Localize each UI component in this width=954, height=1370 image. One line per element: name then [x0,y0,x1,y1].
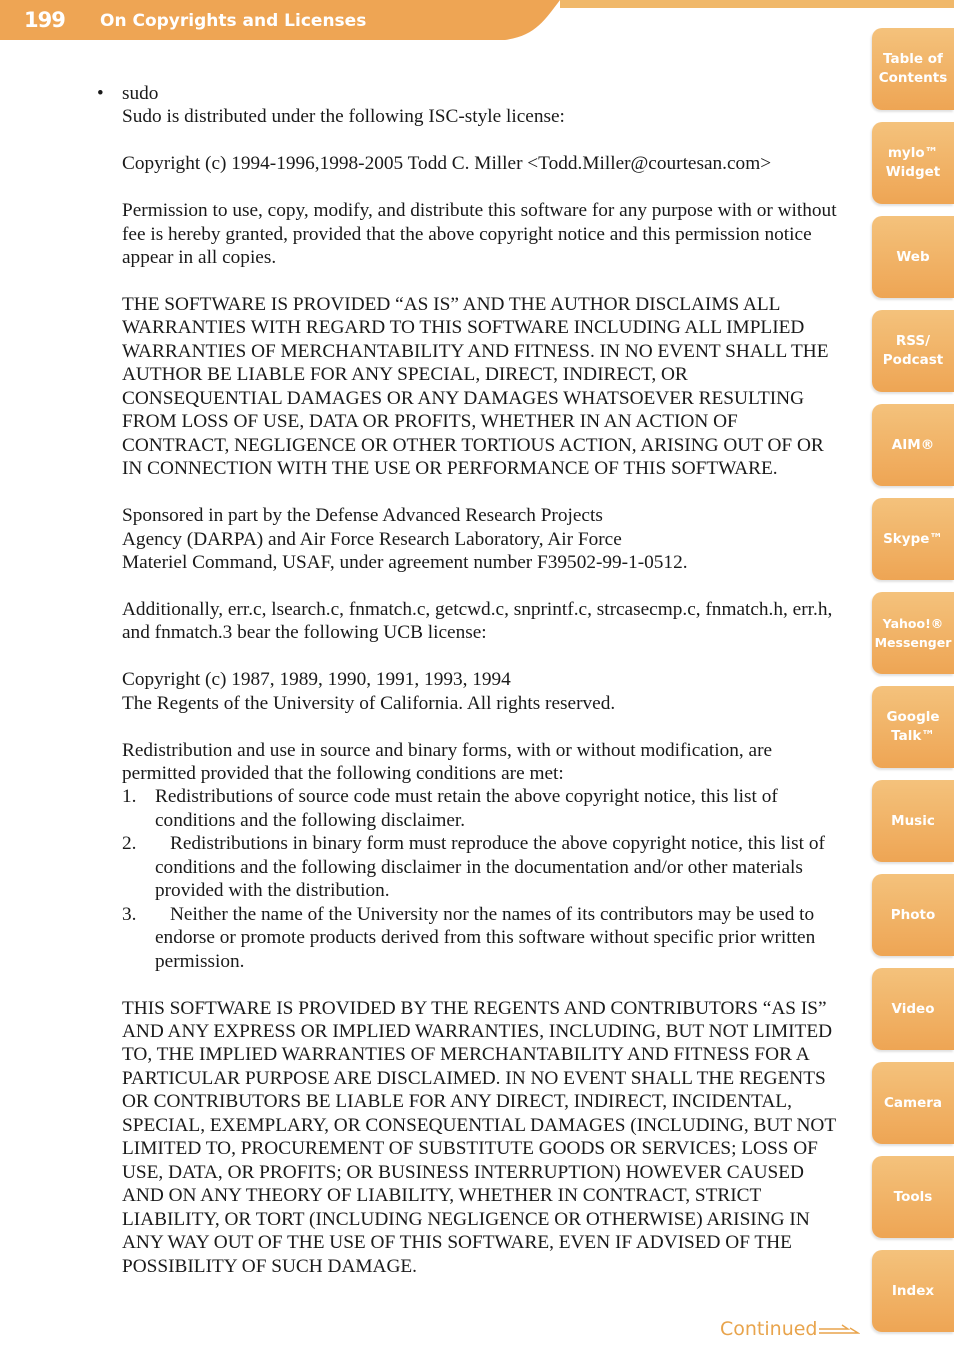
copyright-line: Copyright (c) 1987, 1989, 1990, 1991, 1993, 1994 [122,669,511,691]
bullet-icon: • [97,83,104,104]
list-number: 1. [122,786,137,808]
tab-table-of-contents[interactable] [872,28,954,110]
continued-link[interactable]: Continued [720,1318,818,1340]
list-item-text: Neither the name of the University nor the names of its contributors may be used to endorse or promote products derived from this software without specific prior written permission. [155,903,816,972]
tab-label: Tools [893,1188,933,1205]
tab-skype[interactable] [872,498,954,580]
tab-video[interactable] [872,968,954,1050]
copyright-notice-1: Copyright (c) 1994-1996,1998-2005 Todd C. Miller <Todd.Miller@courtesan.com> [122,153,772,175]
list-number: 2. [122,833,137,855]
tab-label: Index [891,1282,935,1299]
tab-label: Google Talk™ [886,709,940,744]
tab-mylo-widget[interactable] [872,122,954,204]
tab-rss-podcast[interactable] [872,310,954,392]
tab-label: mylo™ Widget [885,145,941,180]
list-item-text: Redistributions of source code must retain the above copyright notice, this list of conditions and the following disclaimer. [155,786,778,831]
redistribution-text: Redistribution and use in source and binary forms, with or without modification, are permitted provided that the following conditions are met: [122,739,773,785]
tab-label: Skype™ [883,530,943,547]
list-item [122,832,847,902]
tab-label: Yahoo!® Messenger [874,616,952,650]
list-number: 3. [122,903,137,925]
sponsored-notice [122,504,847,574]
tab-google-talk[interactable] [872,686,954,768]
section-heading: sudo [122,83,159,104]
side-tab-navigation [868,0,954,1370]
tab-music[interactable] [872,780,954,862]
tab-label: Video [891,1000,935,1017]
list-item-text: Redistributions in binary form must reproduce the above copyright notice, this list of conditions and the following disclaimer in the documentation and/or other materials provided with the distribution. [155,833,825,902]
sponsored-line: Sponsored in part by the Defense Advanced Research Projects [122,505,603,527]
tab-camera[interactable] [872,1062,954,1144]
intro-text: Sudo is distributed under the following ISC-style license: [122,106,565,128]
continued-arrow-icon [818,1324,860,1338]
tab-label: Camera [883,1094,942,1111]
tab-label: Photo [890,906,936,923]
tab-aim[interactable] [872,404,954,486]
tab-photo[interactable] [872,874,954,956]
tab-label: Web [896,248,930,265]
tab-index[interactable] [872,1250,954,1332]
page-title: On Copyrights and Licenses [100,11,367,31]
copyright-notice-2 [122,668,847,715]
license-text [122,82,847,1301]
sponsored-line: Materiel Command, USAF, under agreement number F39502-99-1-0512. [122,552,688,573]
list-item [122,785,847,832]
tab-tools[interactable] [872,1156,954,1238]
permission-notice: Permission to use, copy, modify, and distribute this software for any purpose with or without fee is hereby granted, provided that the above copyright notice and this permission notice appear in all copies. [122,200,837,269]
tab-label: Table of Contents [878,51,948,86]
copyright-line: The Regents of the University of California. All rights reserved. [122,692,616,714]
ucb-disclaimer: THIS SOFTWARE IS PROVIDED BY THE REGENTS AND CONTRIBUTORS “AS IS” AND ANY EXPRESS OR IMPLIED WARRANTIES, INCLUDING, BUT NOT LIMITED TO, THE IMPLIED WARRANTIES OF MERCHANTABILITY AND FITNESS FOR A PARTICULAR PURPOSE ARE DISCLAIMED. IN NO EVENT SHALL THE REGENTS OR CONTRIBUTORS BE LIABLE FOR ANY DIRECT, INDIRECT, INCIDENTAL, SPECIAL, EXEMPLARY, OR CONSEQUENTIAL DAMAGES (INCLUDING, BUT NOT LIMITED TO, PROCUREMENT OF SUBSTITUTE GOODS OR SERVICES; LOSS OF USE, DATA, OR PROFITS; OR BUSINESS INTERRUPTION) HOWEVER CAUSED AND ON ANY THEORY OF LIABILITY, WHETHER IN CONTRACT, STRICT LIABILITY, OR TORT (INCLUDING NEGLIGENCE OR OTHERWISE) ARISING IN ANY WAY OUT OF THE USE OF THIS SOFTWARE, EVEN IF ADVISED OF THE POSSIBILITY OF SUCH DAMAGE. [122,997,836,1277]
isc-disclaimer: THE SOFTWARE IS PROVIDED “AS IS” AND THE AUTHOR DISCLAIMS ALL WARRANTIES WITH REGARD TO THIS SOFTWARE INCLUDING ALL IMPLIED WARRANTIES OF MERCHANTABILITY AND FITNESS. IN NO EVENT SHALL THE AUTHOR BE LIABLE FOR ANY SPECIAL, DIRECT, INDIRECT, OR CONSEQUENTIAL DAMAGES OR ANY DAMAGES WHATSOEVER RESULTING FROM LOSS OF USE, DATA OR PROFITS, WHETHER IN AN ACTION OF CONTRACT, NEGLIGENCE OR OTHER TORTIOUS ACTION, ARISING OUT OF OR IN CONNECTION WITH THE USE OR PERFORMANCE OF THIS SOFTWARE. [122,294,829,480]
tab-label: Music [891,812,935,829]
tab-label: AIM® [891,436,935,453]
page-number: 199 [24,8,65,32]
sponsored-line: Agency (DARPA) and Air Force Research Laboratory, Air Force [122,528,622,550]
list-item [122,903,847,973]
conditions-list [122,785,847,973]
tab-yahoo-messenger[interactable] [872,592,954,674]
page-header [0,0,600,42]
additionally-text: Additionally, err.c, lsearch.c, fnmatch.c, getcwd.c, snprintf.c, strcasecmp.c, fnmatch.h, err.h, and fnmatch.3 bear the following UCB license: [122,598,833,644]
tab-web[interactable] [872,216,954,298]
tab-label: RSS/ Podcast [882,333,944,368]
